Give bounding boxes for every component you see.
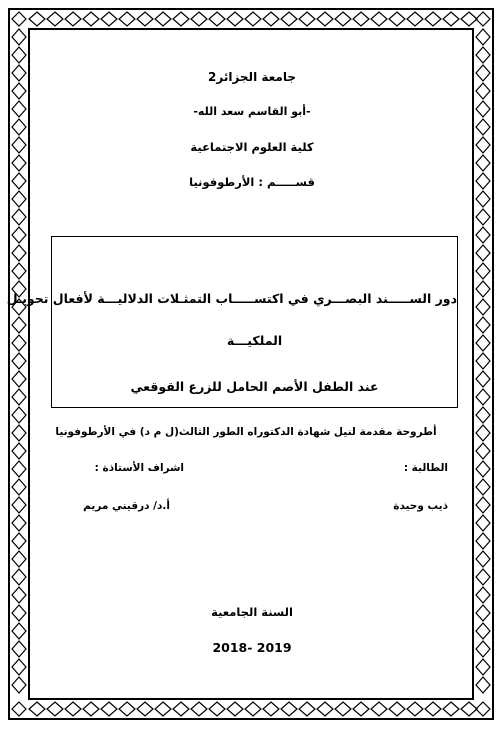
university-namesake: -أبو القاسم سعد الله-: [193, 105, 311, 118]
supervisor-label: اشراف الأستاذة :: [94, 462, 184, 474]
student-label: الطالبة :: [403, 462, 448, 474]
academic-year-value: 2018- 2019: [212, 640, 292, 655]
department-name: قســـــم : الأرطوفونيا: [189, 175, 315, 189]
faculty-name: كلية العلوم الاجتماعية: [190, 140, 314, 154]
thesis-title-line2: الملكيـــة: [226, 333, 283, 348]
thesis-title-box: [6, 236, 458, 408]
supervisor-name: أ.د/ درقيني مريم: [83, 500, 170, 512]
thesis-title-line3: عند الطفل الأصم الحامل للزرع القوقعي: [130, 379, 379, 394]
thesis-note: أطروحة مقدمة لنيل شهادة الدكتوراه الطور الثالث(ل م د) في الأرطوفونيا: [55, 426, 437, 438]
thesis-title-line1: دور الســـــند البصـــري في اكتســـــاب التمثـلات الدلاليـــة لأفعال تحويـل: [6, 291, 457, 306]
academic-year-label: السنة الجامعية: [211, 605, 293, 619]
university-name: جامعة الجزائر2: [208, 70, 296, 84]
student-name: ذيب وحيدة: [393, 500, 448, 512]
